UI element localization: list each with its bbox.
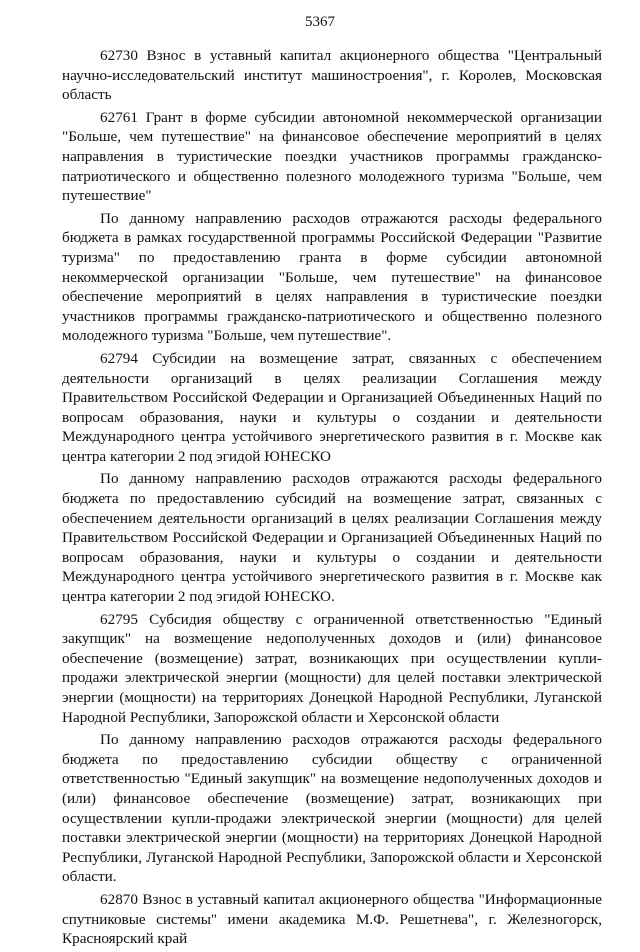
paragraph-code-62761: 62761 Грант в форме субсидии автономной некоммерческой организации "Больше, чем путешествие" на финансовое обеспечение мероприятий в целях направления в туристические поездки участников программы гражданско-патриотического и общественно полезного молодежного туризма "Больше, чем путешествие" <box>62 108 602 205</box>
paragraph-code-62730: 62730 Взнос в уставный капитал акционерного общества "Центральный научно-исследовательский институт машиностроения", г. Королев, Московская область <box>62 47 602 104</box>
page-number: 5367 <box>305 14 335 30</box>
paragraph-description-62795: По данному направлению расходов отражаются расходы федерального бюджета по предоставлению субсидии обществу с ограниченной ответственностью "Единый закупщик" на возмещение недополученных доходов и (или) финансовое обеспечение (возмещение) затрат, возникающих при осуществлении купли-продажи электрической энергии (мощности) для целей поставки электрической энергии (мощности) на территориях Донецкой Народной Республики, Луганской Народной Республики, Запорожской области и Херсонской области. <box>62 731 602 886</box>
paragraph-description-62761: По данному направлению расходов отражаются расходы федерального бюджета в рамках государственной программы Российской Федерации "Развитие туризма" по предоставлению гранта в форме субсидии автономной некоммерческой организации "Больше, чем путешествие" на финансовое обеспечение мероприятий в целях направления в туристические поездки участников программы гражданско-патриотического и общественно полезного молодежного туризма "Больше, чем путешествие". <box>62 209 602 345</box>
document-body <box>62 46 602 952</box>
paragraph-code-62794: 62794 Субсидии на возмещение затрат, связанных с обеспечением деятельности организаций в целях реализации Соглашения между Правительством Российской Федерации и Организацией Объединенных Наций по вопросам образования, науки и культуры о создании и деятельности Международного центра устойчивого энергетического развития в г. Москве как центра категории 2 под эгидой ЮНЕСКО <box>62 349 602 465</box>
paragraph-code-62795: 62795 Субсидия обществу с ограниченной ответственностью "Единый закупщик" на возмещение недополученных доходов и (или) финансовое обеспечение (возмещение) затрат, возникающих при осуществлении купли-продажи электрической энергии (мощности) для целей поставки электрической энергии (мощности) на территориях Донецкой Народной Республики, Луганской Народной Республики, Запорожской области и Херсонской области <box>62 610 602 726</box>
paragraph-description-62794: По данному направлению расходов отражаются расходы федерального бюджета по предоставлению субсидий на возмещение затрат, связанных с обеспечением деятельности организаций в целях реализации Соглашения между Правительством Российской Федерации и Организацией Объединенных Наций по вопросам образования, науки и культуры о создании и деятельности Международного центра устойчивого энергетического развития в г. Москве как центра категории 2 под эгидой ЮНЕСКО. <box>62 470 602 606</box>
paragraph-code-62870: 62870 Взнос в уставный капитал акционерного общества "Информационные спутниковые системы" имени академика М.Ф. Решетнева", г. Железногорск, Красноярский край <box>62 890 602 948</box>
